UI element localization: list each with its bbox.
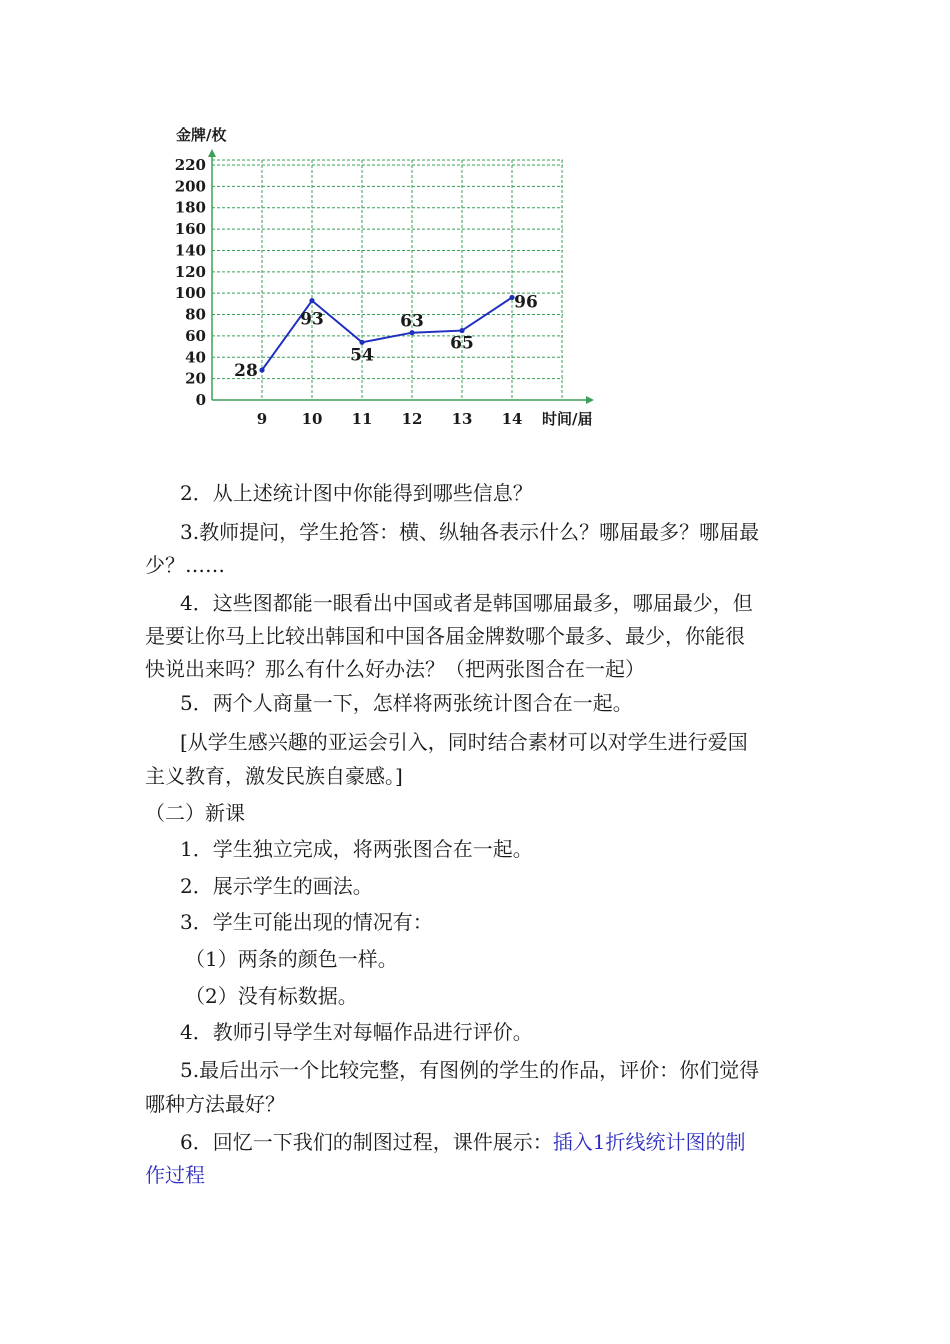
grid [212, 160, 563, 400]
y-tick-label: 100 [174, 284, 206, 303]
paragraph-4-line-2: 是要让你马上比较出韩国和中国各届金牌数哪个最多、最少，你能很 [145, 624, 745, 648]
note-line-1: [从学生感兴趣的亚运会引入，同时结合素材可以对学生进行爱国 [180, 730, 748, 754]
y-tick-label: 160 [174, 220, 206, 239]
paragraph-4-line-3: 快说出来吗？那么有什么好办法？（把两张图合在一起） [145, 657, 645, 681]
data-point [359, 340, 364, 345]
x-tick-label: 10 [301, 410, 323, 428]
new-lesson-item-5-line-2: 哪种方法最好？ [145, 1092, 285, 1116]
y-tick-label: 0 [195, 391, 206, 409]
data-label: 63 [400, 311, 424, 332]
paragraph-5: 5．两个人商量一下，怎样将两张统计图合在一起。 [180, 691, 633, 715]
data-point [259, 367, 264, 372]
y-tick-label: 80 [185, 305, 206, 324]
paragraph-3-line-1: 3.教师提问，学生抢答：横、纵轴各表示什么？哪届最多？哪届最 [180, 520, 760, 544]
new-lesson-item-4: 4．教师引导学生对每幅作品进行评价。 [180, 1020, 533, 1044]
series-line [262, 297, 512, 370]
y-axis-label: 金牌/枚 [176, 126, 227, 144]
paragraph-3-line-2: 少？…… [145, 553, 225, 577]
new-lesson-item-3: 3．学生可能出现的情况有： [180, 910, 433, 934]
paragraph-2: 2．从上述统计图中你能得到哪些信息？ [180, 481, 533, 505]
data-label: 28 [234, 361, 258, 382]
gold-medal-line-chart [150, 115, 620, 435]
series [234, 292, 538, 381]
y-tick-label: 40 [185, 348, 206, 367]
x-tick-label: 13 [451, 410, 473, 428]
note-line-2: 主义教育，激发民族自豪感。] [145, 764, 403, 788]
courseware-link[interactable]: 插入1折线统计图的制 [552, 1130, 746, 1154]
data-point [459, 328, 464, 333]
new-lesson-item-5-line-1: 5.最后出示一个比较完整，有图例的学生的作品，评价：你们觉得 [180, 1058, 760, 1082]
y-tick-label: 60 [185, 326, 206, 345]
data-label: 65 [450, 333, 474, 354]
x-tick-label: 9 [256, 410, 268, 428]
y-tick-label: 120 [174, 262, 206, 281]
case-1: （1）两条的颜色一样。 [185, 947, 398, 971]
y-tick-label: 220 [174, 156, 206, 174]
x-tick-label: 12 [401, 410, 423, 428]
courseware-link-continued[interactable]: 作过程 [145, 1163, 205, 1187]
new-lesson-item-2: 2．展示学生的画法。 [180, 874, 373, 898]
data-label: 93 [300, 309, 324, 330]
data-label: 96 [514, 292, 538, 313]
x-tick-label: 11 [351, 410, 373, 428]
item-6-text: 6．回忆一下我们的制图过程，课件展示： [180, 1130, 553, 1154]
new-lesson-item-6-line-1 [180, 1127, 745, 1157]
new-lesson-item-1: 1．学生独立完成，将两张图合在一起。 [180, 837, 533, 861]
paragraph-4-line-1: 4．这些图都能一眼看出中国或者是韩国哪届最多，哪届最少，但 [180, 591, 753, 615]
data-point [309, 298, 314, 303]
y-tick-label: 180 [174, 198, 206, 217]
case-2: （2）没有标数据。 [185, 984, 358, 1008]
y-tick-label: 200 [174, 177, 206, 196]
x-tick-label: 14 [501, 410, 523, 428]
tick-labels [175, 156, 523, 428]
y-tick-label: 20 [185, 369, 206, 388]
y-tick-label: 140 [174, 241, 206, 260]
data-label: 54 [350, 345, 374, 366]
section-heading-new-lesson: （二）新课 [145, 801, 245, 825]
axes [212, 153, 590, 400]
x-axis-label: 时间/届 [542, 410, 593, 428]
